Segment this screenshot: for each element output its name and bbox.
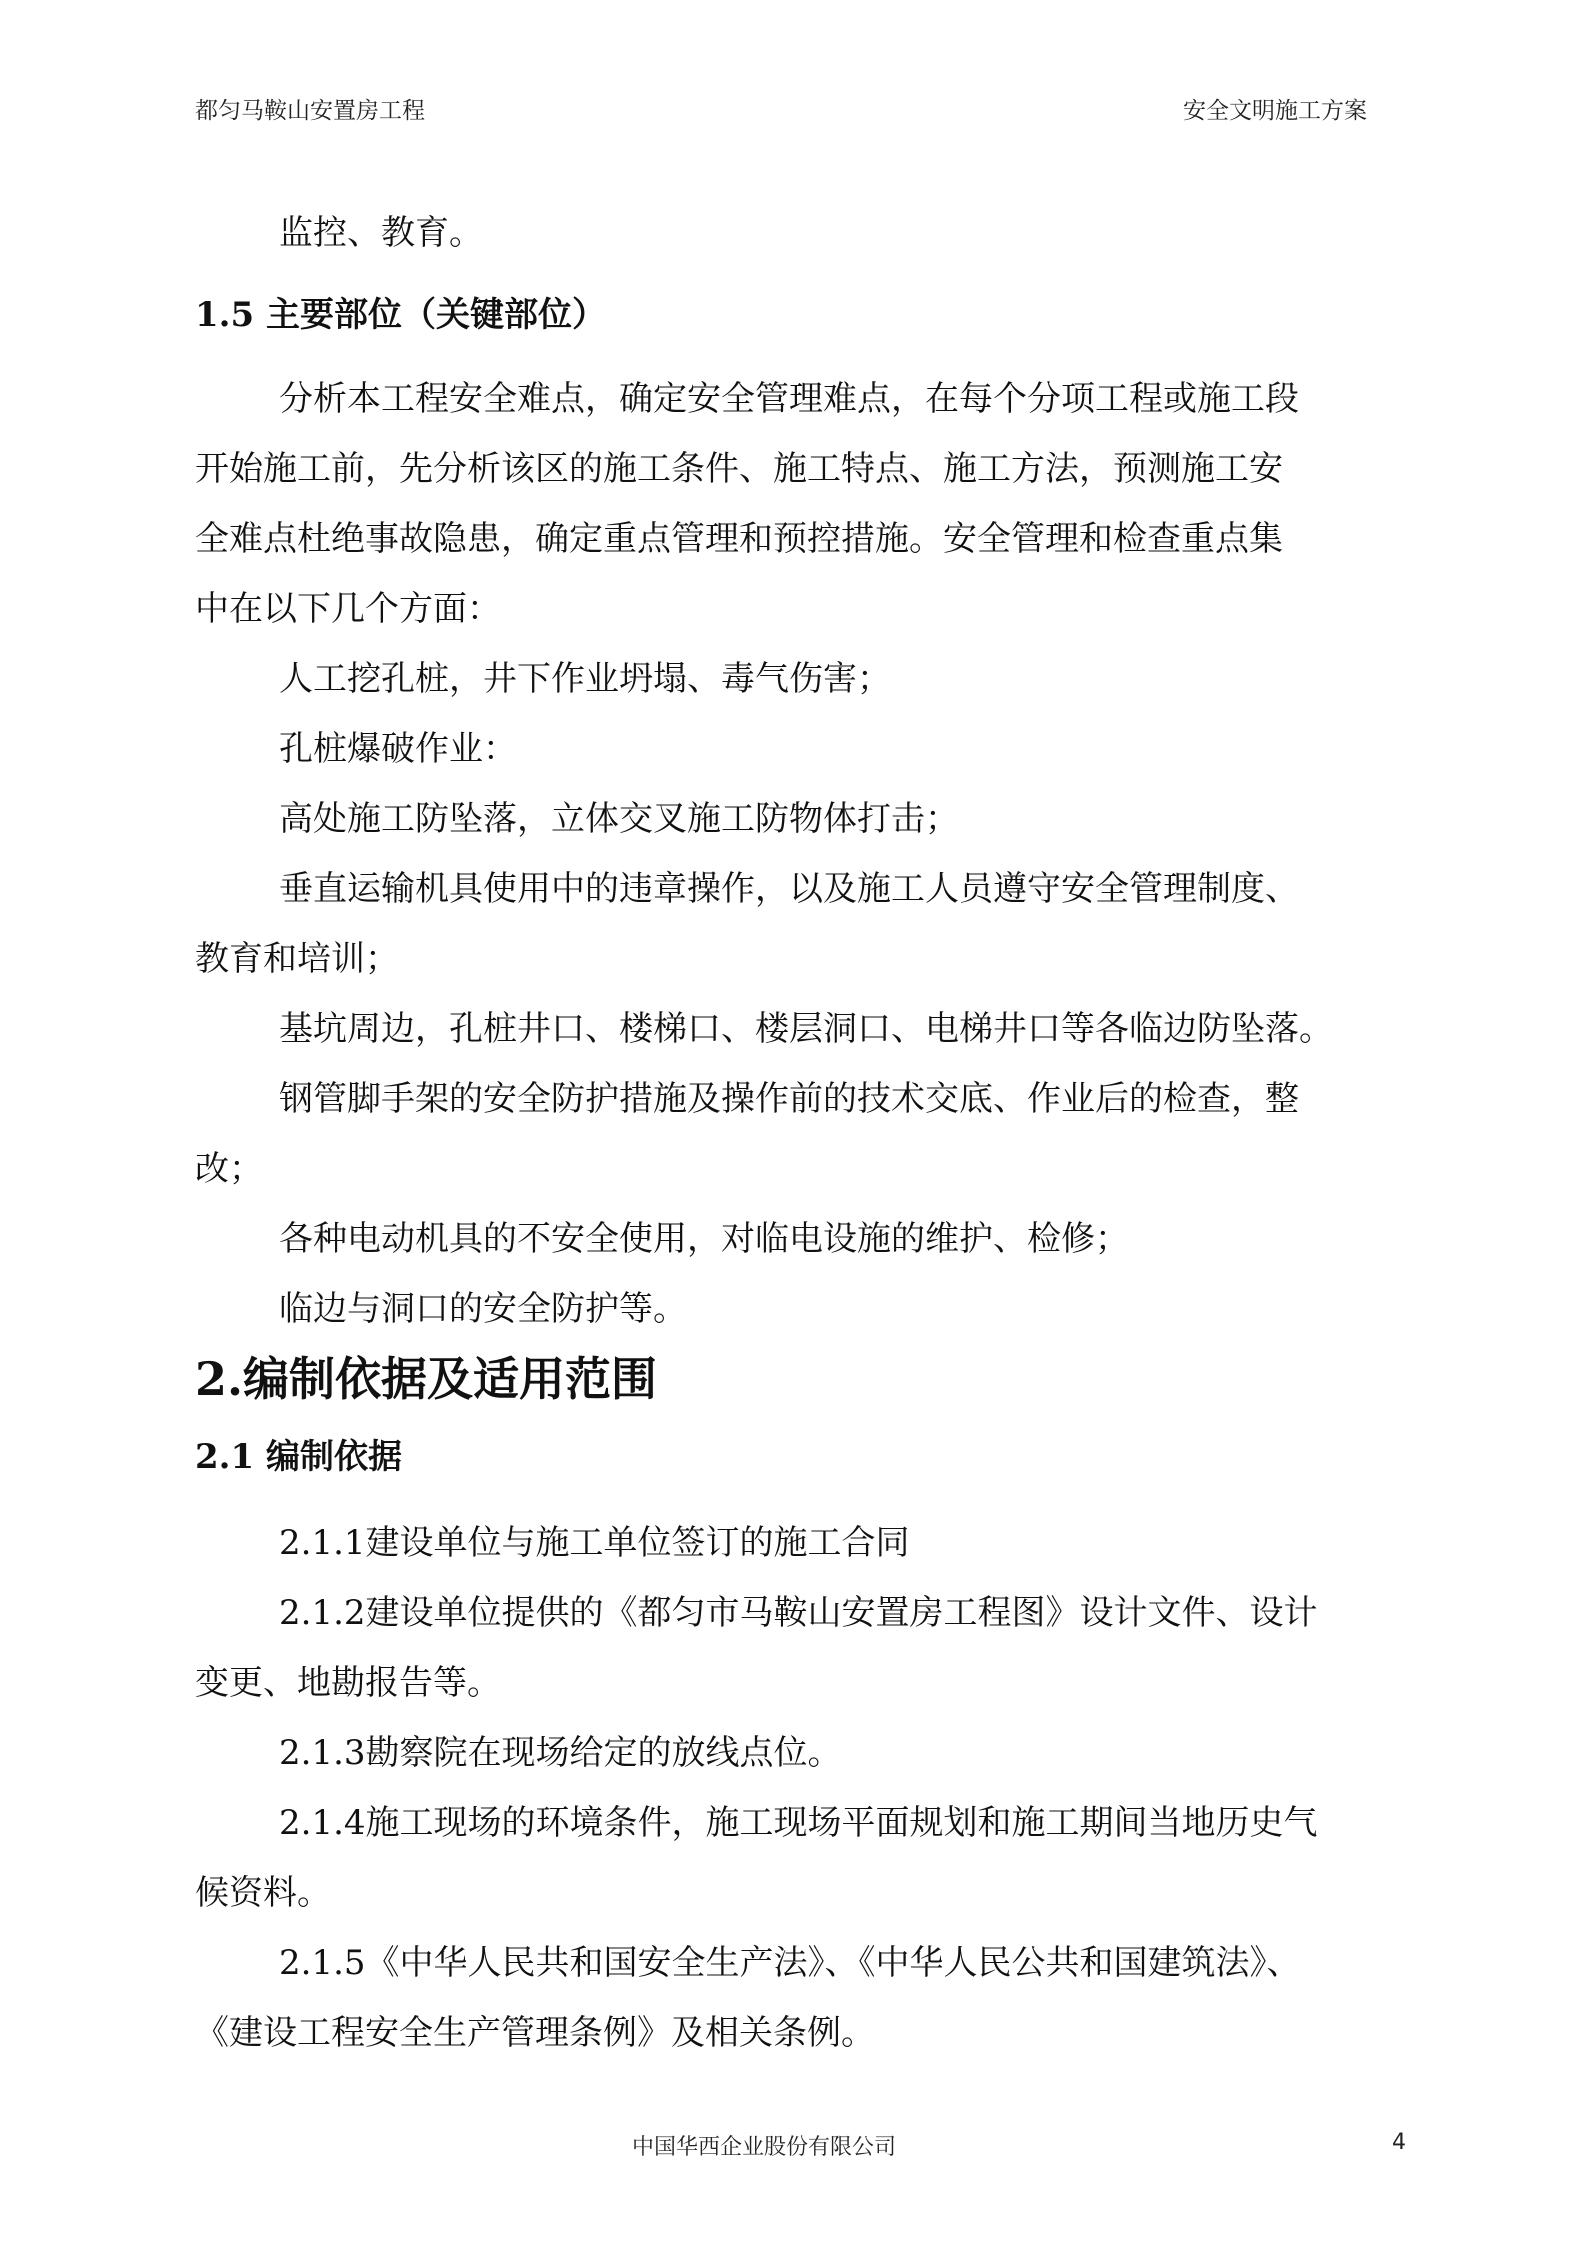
clause-2-1-3: 2.1.3勘察院在现场给定的放线点位。	[279, 1733, 842, 1773]
list-item-continuation: 教育和培训；	[195, 939, 399, 979]
list-item: 基坑周边，孔桩井口、楼梯口、楼层洞口、电梯井口等各临边防坠落。	[279, 1009, 1333, 1049]
clause-continuation: 《建设工程安全生产管理条例》及相关条例。	[195, 2013, 875, 2053]
list-item-continuation: 改；	[195, 1149, 263, 1189]
paragraph-line: 分析本工程安全难点，确定安全管理难点，在每个分项工程或施工段	[279, 379, 1299, 419]
paragraph-line: 开始施工前，先分析该区的施工条件、施工特点、施工方法，预测施工安	[195, 449, 1283, 489]
paragraph-line: 中在以下几个方面：	[195, 589, 501, 629]
list-item: 各种电动机具的不安全使用，对临电设施的维护、检修；	[279, 1219, 1129, 1259]
list-item: 钢管脚手架的安全防护措施及操作前的技术交底、作业后的检查，整	[279, 1079, 1299, 1119]
header-document-title: 安全文明施工方案	[1183, 98, 1367, 124]
clause-2-1-2: 2.1.2建设单位提供的《都匀市马鞍山安置房工程图》设计文件、设计	[279, 1593, 1318, 1633]
clause-2-1-5: 2.1.5《中华人民共和国安全生产法》、《中华人民公共和国建筑法》、	[279, 1943, 1301, 1983]
clause-continuation: 变更、地勘报告等。	[195, 1663, 501, 1703]
clause-2-1-1: 2.1.1建设单位与施工单位签订的施工合同	[279, 1523, 910, 1563]
section-heading-1-5: 1.5 主要部位（关键部位）	[195, 295, 606, 335]
paragraph-line: 全难点杜绝事故隐患，确定重点管理和预控措施。安全管理和检查重点集	[195, 519, 1283, 559]
list-item: 高处施工防坠落，立体交叉施工防物体打击；	[279, 799, 959, 839]
section-heading-2-1: 2.1 编制依据	[195, 1437, 402, 1477]
list-item: 孔桩爆破作业：	[279, 729, 517, 769]
continued-line: 监控、教育。	[279, 213, 483, 253]
clause-continuation: 候资料。	[195, 1873, 331, 1913]
chapter-heading-2: 2.编制依据及适用范围	[195, 1352, 658, 1406]
header-project-name: 都匀马鞍山安置房工程	[195, 98, 425, 124]
list-item: 临边与洞口的安全防护等。	[279, 1289, 687, 1329]
list-item: 人工挖孔桩，井下作业坍塌、毒气伤害；	[279, 659, 891, 699]
footer-company: 中国华西企业股份有限公司	[632, 2135, 897, 2160]
page-number: 4	[1392, 2130, 1406, 2155]
clause-2-1-4: 2.1.4施工现场的环境条件，施工现场平面规划和施工期间当地历史气	[279, 1803, 1318, 1843]
list-item: 垂直运输机具使用中的违章操作，以及施工人员遵守安全管理制度、	[279, 869, 1299, 909]
